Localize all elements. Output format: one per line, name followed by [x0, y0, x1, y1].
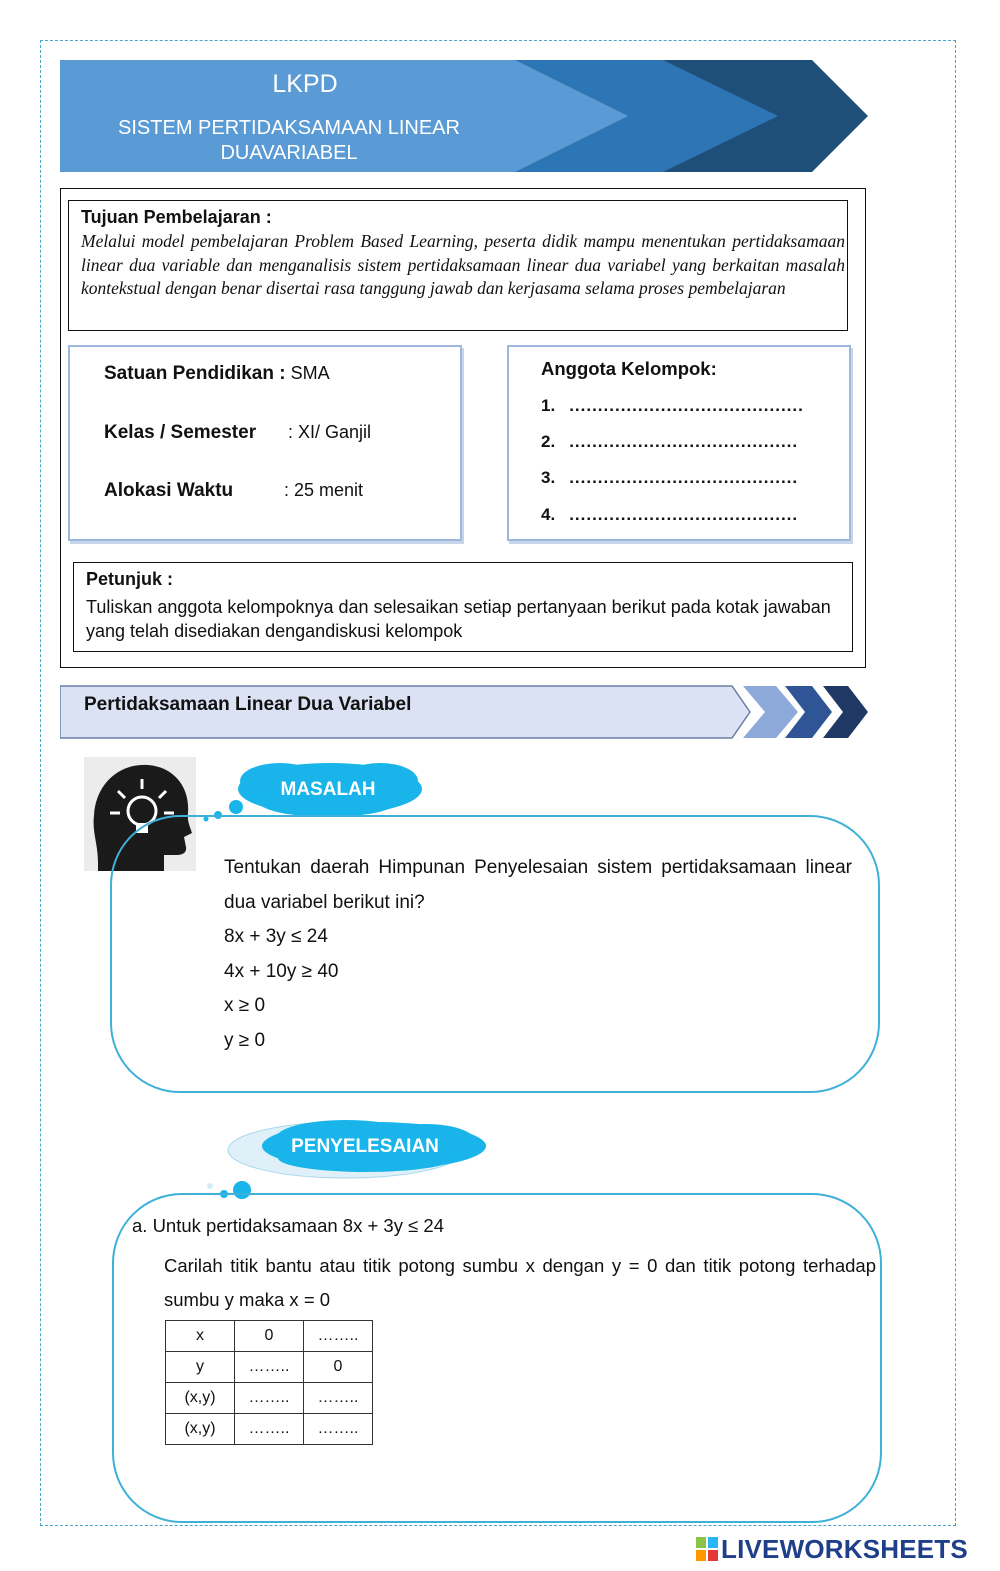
table-cell: 0: [235, 1321, 304, 1352]
objective-heading: Tujuan Pembelajaran :: [81, 207, 272, 227]
instructions-text: Tuliskan anggota kelompoknya dan selesaikan setiap pertanyaan berikut pada kotak jawaban yang telah disediakan dengandiskusi kelompok: [86, 597, 831, 641]
answer-cell[interactable]: ……..: [304, 1321, 373, 1352]
member-line[interactable]: 1. .........................................: [541, 396, 804, 415]
logo-text: LIVEWORKSHEETS: [721, 1533, 968, 1564]
problem-text: [224, 851, 852, 1058]
item-a-text: a. Untuk pertidaksamaan 8x + 3y ≤ 24: [132, 1215, 444, 1236]
penyelesaian-label: PENYELESAIAN: [291, 1136, 439, 1157]
answer-cell[interactable]: ……..: [304, 1383, 373, 1414]
instructions-box: [73, 562, 853, 652]
member-line[interactable]: 3. ........................................: [541, 468, 799, 487]
table-row: [166, 1414, 373, 1445]
member-line[interactable]: 2. ........................................: [541, 432, 799, 451]
problem-intro: Tentukan daerah Himpunan Penyelesaian sistem pertidaksamaan linear dua variabel berikut ini?: [224, 857, 852, 913]
learning-objective-box: [68, 200, 848, 331]
banner-subtitle: SISTEM PERTIDAKSAMAAN LINEAR DUAVARIABEL: [118, 117, 460, 164]
logo-icon: [696, 1537, 718, 1561]
member-line[interactable]: 4. ........................................: [541, 505, 799, 524]
table-cell: (x,y): [166, 1414, 235, 1445]
class-info-box: [68, 345, 462, 541]
answer-cell[interactable]: ……..: [235, 1383, 304, 1414]
satuan-row: [104, 363, 330, 385]
table-cell: y: [166, 1352, 235, 1383]
waktu-label: Alokasi Waktu: [104, 480, 234, 501]
masalah-label: MASALAH: [280, 779, 376, 800]
banner-title: LKPD: [272, 70, 338, 98]
table-cell: 0: [304, 1352, 373, 1383]
inequality: 4x + 10y ≥ 40: [224, 960, 339, 982]
kelas-value: : XI/ Ganjil: [288, 422, 372, 442]
table-row: [166, 1321, 373, 1352]
problem-box: [110, 815, 880, 1093]
group-members-box: [507, 345, 851, 541]
title-banner: [60, 60, 870, 172]
table-cell: x: [166, 1321, 235, 1352]
section-title: Pertidaksamaan Linear Dua Variabel: [84, 694, 412, 715]
answer-cell[interactable]: ……..: [235, 1352, 304, 1383]
liveworksheets-logo[interactable]: [696, 1534, 968, 1564]
penyelesaian-cloud: [196, 1112, 492, 1202]
instructions-heading: Petunjuk :: [86, 569, 174, 589]
waktu-row: [104, 480, 364, 502]
inequality: x ≥ 0: [224, 995, 266, 1016]
satuan-label: Satuan Pendidikan :: [104, 363, 286, 384]
satuan-value: SMA: [290, 363, 330, 383]
table-row: [166, 1383, 373, 1414]
kelas-row: [104, 422, 372, 444]
objective-text: Melalui model pembelajaran Problem Based Learning, peserta didik mampu menentukan pertidaksamaan linear dua variable dan menganalisis sistem pertidaksamaan linear dua variabel yang berkaitan masalah kontekstual dengan benar disertai rasa tanggung jawab dan kerjasama selama proses pembelajaran: [81, 231, 845, 298]
answer-table: [165, 1320, 373, 1445]
inequality: y ≥ 0: [224, 1029, 266, 1051]
answer-cell[interactable]: ……..: [235, 1414, 304, 1445]
members-heading: Anggota Kelompok:: [541, 358, 717, 379]
table-cell: (x,y): [166, 1383, 235, 1414]
item-a-instruction: Carilah titik bantu atau titik potong sumbu x dengan y = 0 dan titik potong terhadap sumbu y maka x = 0: [164, 1255, 876, 1310]
waktu-value: : 25 menit: [284, 480, 364, 500]
table-row: [166, 1352, 373, 1383]
kelas-label: Kelas / Semester: [104, 422, 257, 443]
section-header: [60, 684, 870, 740]
inequality: 8x + 3y ≤ 24: [224, 926, 328, 947]
answer-cell[interactable]: ……..: [304, 1414, 373, 1445]
solution-box: [112, 1193, 882, 1523]
